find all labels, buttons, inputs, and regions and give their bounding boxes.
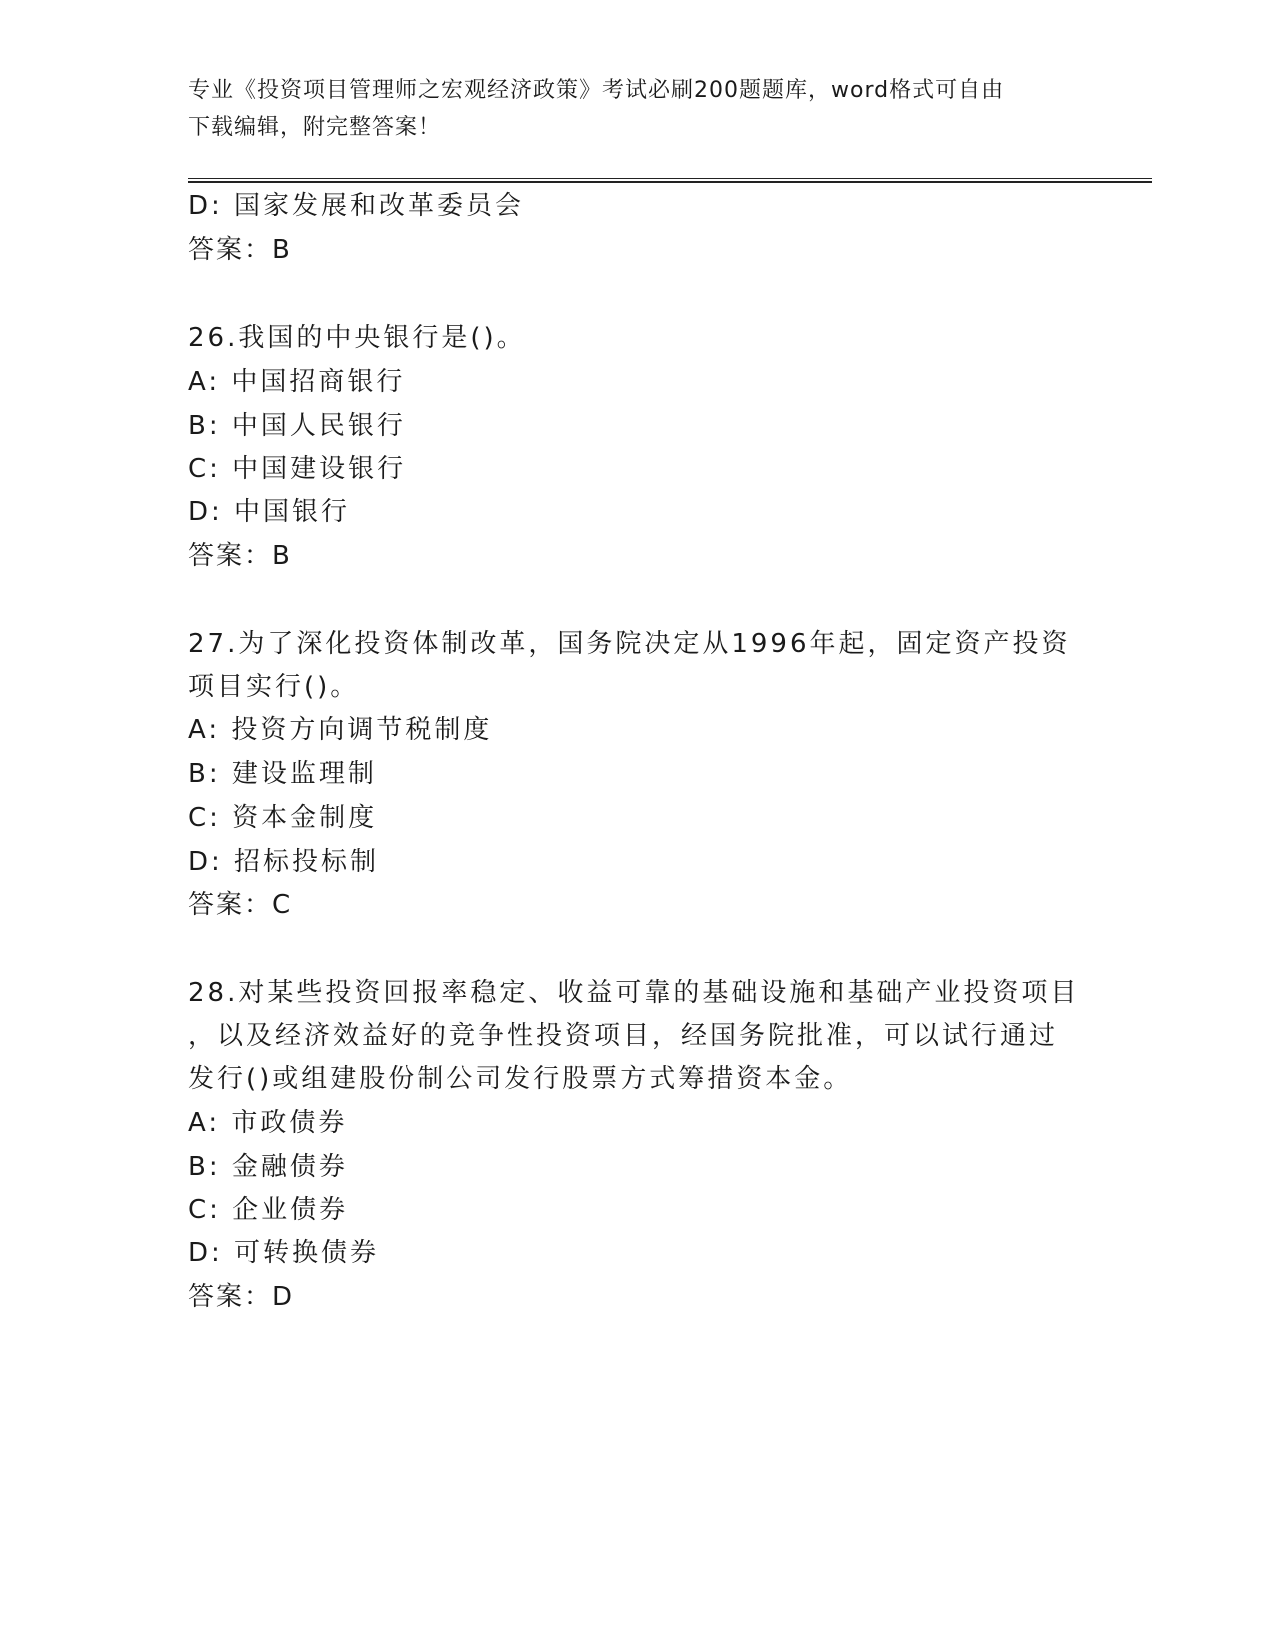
header-divider-thick — [188, 181, 1152, 183]
q28-stem-line-3: 发行()或组建股份制公司发行股票方式筹措资本金。 — [188, 1064, 853, 1094]
document-header — [188, 72, 1088, 146]
header-line-2: 下载编辑，附完整答案！ — [188, 115, 442, 140]
q27-stem-line-2: 项目实行()。 — [188, 672, 360, 702]
q27-option-d: D: 招标投标制 — [188, 847, 380, 877]
q28-stem-line-1: 28.对某些投资回报率稳定、收益可靠的基础设施和基础产业投资项目 — [188, 978, 1080, 1008]
q27-option-b: B: 建设监理制 — [188, 759, 377, 789]
q25-option-d: D: 国家发展和改革委员会 — [188, 191, 525, 221]
header-divider-thin — [188, 178, 1152, 179]
q26-option-d: D: 中国银行 — [188, 497, 351, 527]
q27-option-c: C: 资本金制度 — [188, 803, 378, 833]
q25-answer: 答案：B — [188, 235, 292, 265]
q26-stem: 26.我国的中央银行是()。 — [188, 323, 526, 353]
q28-answer: 答案：D — [188, 1282, 295, 1312]
q26-answer: 答案：B — [188, 541, 292, 571]
q28-option-b: B: 金融债券 — [188, 1152, 348, 1182]
q26-option-b: B: 中国人民银行 — [188, 411, 406, 441]
q28-option-a: A: 市政债券 — [188, 1108, 348, 1138]
q28-stem-line-2: ，以及经济效益好的竞争性投资项目，经国务院批准，可以试行通过 — [188, 1021, 1059, 1051]
header-line-1: 专业《投资项目管理师之宏观经济政策》考试必刷200题题库，word格式可自由 — [188, 78, 1005, 103]
q28-option-c: C: 企业债券 — [188, 1195, 349, 1225]
q26-option-c: C: 中国建设银行 — [188, 454, 407, 484]
q27-answer: 答案：C — [188, 890, 293, 920]
q28-option-d: D: 可转换债券 — [188, 1238, 380, 1268]
q26-option-a: A: 中国招商银行 — [188, 367, 406, 397]
q27-stem-line-1: 27.为了深化投资体制改革，国务院决定从1996年起，固定资产投资 — [188, 629, 1071, 659]
q27-option-a: A: 投资方向调节税制度 — [188, 715, 493, 745]
